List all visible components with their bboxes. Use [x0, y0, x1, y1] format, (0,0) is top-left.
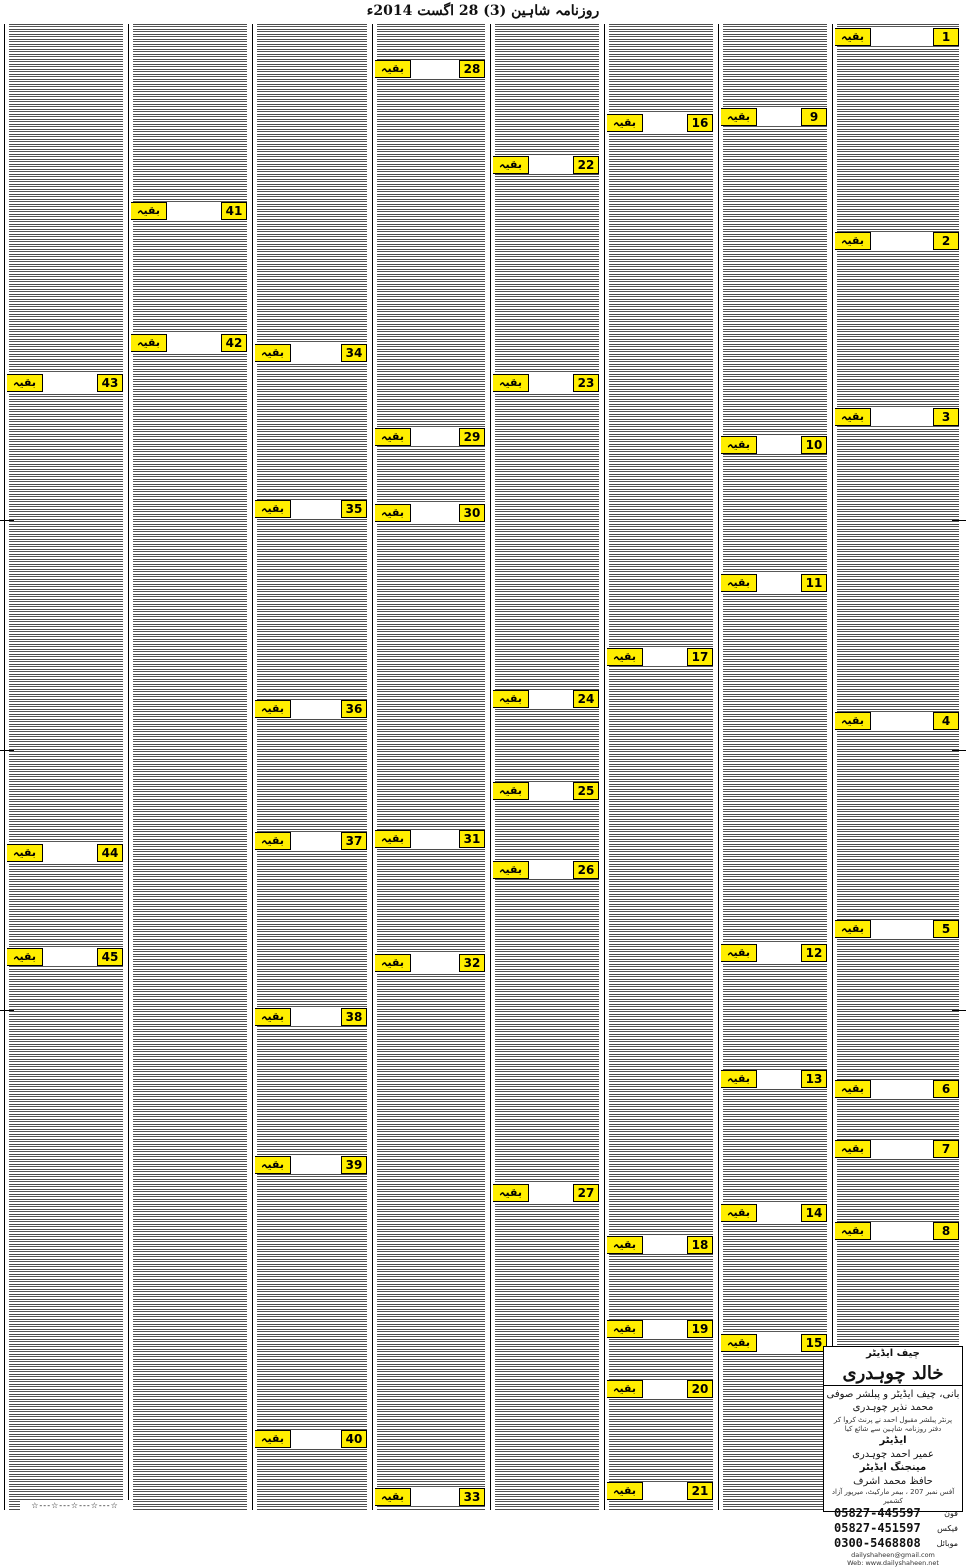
continuation-number: 17 [687, 648, 713, 666]
continuation-number: 16 [687, 114, 713, 132]
continuation-word: بقیہ [375, 954, 411, 972]
marker-gap [757, 1334, 801, 1352]
continuation-number: 43 [97, 374, 123, 392]
continuation-word: بقیہ [493, 690, 529, 708]
continuation-number: 40 [341, 1430, 367, 1448]
continuation-marker-20 [607, 1380, 713, 1398]
continuation-marker-5 [835, 920, 959, 938]
editorial-info-box [823, 1346, 963, 1567]
continuation-number: 4 [933, 712, 959, 730]
marker-gap [167, 334, 221, 352]
page-date-line: روزنامہ شاہین (3) 28 اگست 2014ء [366, 3, 600, 19]
marker-gap [291, 344, 341, 362]
continuation-marker-19 [607, 1320, 713, 1338]
marker-gap [871, 920, 933, 938]
crop-mark [0, 1010, 14, 1011]
continuation-number: 12 [801, 944, 827, 962]
continuation-word: بقیہ [607, 648, 643, 666]
website-link[interactable]: Web: www.dailyshaheen.net [847, 1559, 939, 1567]
continuation-marker-29 [375, 428, 485, 446]
continuation-marker-32 [375, 954, 485, 972]
continuation-number: 20 [687, 1380, 713, 1398]
continuation-word: بقیہ [607, 1236, 643, 1254]
founder-line: بانی، چیف ایڈیٹر و پبلشر صوفی محمد نذیر چوہدری [824, 1385, 962, 1416]
continuation-word: بقیہ [607, 1380, 643, 1398]
marker-gap [411, 830, 459, 848]
phone-number-2: 05827-451597 [834, 1521, 921, 1535]
continuation-marker-26 [493, 861, 599, 879]
continuation-marker-6 [835, 1080, 959, 1098]
office-address: آفس نمبر 207 ، بیمر مارکیٹ، میرپور آزاد کشمیر [831, 1488, 955, 1505]
continuation-number: 28 [459, 60, 485, 78]
continuation-word: بقیہ [721, 1334, 757, 1352]
continuation-marker-43 [7, 374, 123, 392]
marker-gap [291, 1156, 341, 1174]
continuation-marker-34 [255, 344, 367, 362]
continuation-number: 1 [933, 28, 959, 46]
continuation-marker-15 [721, 1334, 827, 1352]
continuation-word: بقیہ [255, 832, 291, 850]
continuation-word: بقیہ [375, 1488, 411, 1506]
marker-gap [43, 844, 97, 862]
continuation-number: 2 [933, 232, 959, 250]
continuation-marker-42 [131, 334, 247, 352]
text-column-2 [718, 24, 831, 1510]
phone-number-3: 0300-5468808 [834, 1536, 921, 1550]
continuation-word: بقیہ [255, 1430, 291, 1448]
continuation-word: بقیہ [835, 1222, 871, 1240]
continuation-number: 5 [933, 920, 959, 938]
continuation-word: بقیہ [131, 202, 167, 220]
marker-gap [291, 500, 341, 518]
continuation-marker-22 [493, 156, 599, 174]
continuation-word: بقیہ [493, 782, 529, 800]
continuation-number: 22 [573, 156, 599, 174]
marker-gap [529, 861, 573, 879]
continuation-number: 31 [459, 830, 485, 848]
continuation-word: بقیہ [721, 1204, 757, 1222]
continuation-marker-27 [493, 1184, 599, 1202]
marker-gap [757, 1070, 801, 1088]
text-column-3 [604, 24, 717, 1510]
text-column-5 [372, 24, 489, 1510]
marker-gap [411, 428, 459, 446]
continuation-number: 3 [933, 408, 959, 426]
continuation-word: بقیہ [835, 408, 871, 426]
continuation-word: بقیہ [375, 504, 411, 522]
continuation-marker-36 [255, 700, 367, 718]
marker-gap [871, 28, 933, 46]
continuation-marker-37 [255, 832, 367, 850]
marker-gap [291, 832, 341, 850]
marker-gap [291, 1430, 341, 1448]
marker-gap [757, 436, 801, 454]
marker-gap [411, 1488, 459, 1506]
marker-gap [643, 114, 687, 132]
continuation-marker-7 [835, 1140, 959, 1158]
continuation-number: 36 [341, 700, 367, 718]
continuation-number: 19 [687, 1320, 713, 1338]
continuation-marker-17 [607, 648, 713, 666]
marker-gap [529, 156, 573, 174]
continuation-word: بقیہ [255, 500, 291, 518]
marker-gap [757, 574, 801, 592]
continuation-marker-14 [721, 1204, 827, 1222]
continuation-word: بقیہ [721, 436, 757, 454]
continuation-number: 34 [341, 344, 367, 362]
marker-gap [529, 1184, 573, 1202]
continuation-word: بقیہ [255, 344, 291, 362]
continuation-marker-31 [375, 830, 485, 848]
continuation-number: 38 [341, 1008, 367, 1026]
phone-label-2: فیکس [937, 1524, 958, 1533]
editor-role: ایڈیٹر [879, 1435, 907, 1446]
continuation-word: بقیہ [493, 1184, 529, 1202]
crop-mark [952, 520, 966, 521]
marker-gap [643, 1320, 687, 1338]
continuation-word: بقیہ [375, 428, 411, 446]
crop-mark [0, 520, 14, 521]
continuation-word: بقیہ [375, 60, 411, 78]
continuation-marker-33 [375, 1488, 485, 1506]
continuation-number: 14 [801, 1204, 827, 1222]
continuation-marker-9 [721, 108, 827, 126]
footer-ornament: ☆---☆---☆---☆---☆ [20, 1500, 130, 1512]
editor-name: عمیر احمد چوہدری [852, 1449, 934, 1460]
continuation-number: 23 [573, 374, 599, 392]
continuation-number: 21 [687, 1482, 713, 1500]
text-column-7 [128, 24, 251, 1510]
continuation-number: 37 [341, 832, 367, 850]
continuation-marker-16 [607, 114, 713, 132]
crop-mark [952, 1010, 966, 1011]
marker-gap [757, 1204, 801, 1222]
continuation-marker-8 [835, 1222, 959, 1240]
continuation-marker-13 [721, 1070, 827, 1088]
phone-row-3 [824, 1536, 962, 1551]
continuation-marker-21 [607, 1482, 713, 1500]
marker-gap [529, 374, 573, 392]
continuation-word: بقیہ [255, 1156, 291, 1174]
marker-gap [411, 504, 459, 522]
continuation-number: 18 [687, 1236, 713, 1254]
marker-gap [291, 1008, 341, 1026]
continuation-number: 33 [459, 1488, 485, 1506]
continuation-word: بقیہ [835, 1140, 871, 1158]
continuation-word: بقیہ [835, 920, 871, 938]
managing-editor-name: حافظ محمد اشرف [853, 1476, 933, 1487]
continuation-marker-24 [493, 690, 599, 708]
phone-number-1: 05827-445597 [834, 1506, 921, 1520]
continuation-marker-2 [835, 232, 959, 250]
continuation-word: بقیہ [7, 374, 43, 392]
marker-gap [871, 408, 933, 426]
marker-gap [643, 1380, 687, 1398]
continuation-number: 7 [933, 1140, 959, 1158]
chief-editor-role: چیف ایڈیٹر [866, 1348, 920, 1359]
continuation-marker-28 [375, 60, 485, 78]
continuation-number: 11 [801, 574, 827, 592]
continuation-marker-30 [375, 504, 485, 522]
crop-mark [0, 750, 14, 751]
continuation-number: 39 [341, 1156, 367, 1174]
continuation-marker-11 [721, 574, 827, 592]
continuation-word: بقیہ [835, 712, 871, 730]
text-column-8 [4, 24, 127, 1510]
marker-gap [757, 944, 801, 962]
continuation-number: 15 [801, 1334, 827, 1352]
continuation-number: 44 [97, 844, 123, 862]
continuation-number: 13 [801, 1070, 827, 1088]
continuation-number: 32 [459, 954, 485, 972]
continuation-word: بقیہ [493, 374, 529, 392]
continuation-word: بقیہ [835, 1080, 871, 1098]
marker-gap [43, 374, 97, 392]
managing-editor-role: مینجنگ ایڈیٹر [859, 1462, 927, 1473]
marker-gap [411, 954, 459, 972]
continuation-word: بقیہ [255, 700, 291, 718]
marker-gap [757, 108, 801, 126]
continuation-marker-38 [255, 1008, 367, 1026]
continuation-number: 24 [573, 690, 599, 708]
continuation-number: 35 [341, 500, 367, 518]
continuation-number: 29 [459, 428, 485, 446]
continuation-number: 42 [221, 334, 247, 352]
marker-gap [871, 1140, 933, 1158]
continuation-word: بقیہ [721, 574, 757, 592]
continuation-word: بقیہ [7, 844, 43, 862]
continuation-marker-39 [255, 1156, 367, 1174]
continuation-number: 9 [801, 108, 827, 126]
continuation-number: 8 [933, 1222, 959, 1240]
continuation-number: 41 [221, 202, 247, 220]
marker-gap [167, 202, 221, 220]
continuation-word: بقیہ [835, 28, 871, 46]
continuation-marker-40 [255, 1430, 367, 1448]
marker-gap [43, 948, 97, 966]
continuation-marker-41 [131, 202, 247, 220]
continuation-word: بقیہ [607, 114, 643, 132]
text-column-4 [490, 24, 603, 1510]
continuation-marker-1 [835, 28, 959, 46]
continuation-number: 6 [933, 1080, 959, 1098]
continuation-marker-18 [607, 1236, 713, 1254]
marker-gap [291, 700, 341, 718]
continuation-marker-12 [721, 944, 827, 962]
continuation-word: بقیہ [255, 1008, 291, 1026]
continuation-marker-45 [7, 948, 123, 966]
continuation-word: بقیہ [607, 1320, 643, 1338]
continuation-marker-44 [7, 844, 123, 862]
continuation-number: 45 [97, 948, 123, 966]
marker-gap [411, 60, 459, 78]
crop-mark [952, 750, 966, 751]
continuation-number: 26 [573, 861, 599, 879]
phone-label-1: فون [944, 1509, 958, 1518]
email-address[interactable]: dailyshaheen@gmail.com [851, 1551, 935, 1559]
continuation-marker-4 [835, 712, 959, 730]
marker-gap [529, 690, 573, 708]
continuation-word: بقیہ [721, 1070, 757, 1088]
continuation-marker-35 [255, 500, 367, 518]
phone-row-2 [824, 1521, 962, 1536]
continuation-word: بقیہ [7, 948, 43, 966]
chief-editor-name: خالد چوہدری [842, 1363, 944, 1384]
continuation-marker-3 [835, 408, 959, 426]
continuation-word: بقیہ [375, 830, 411, 848]
continuation-number: 30 [459, 504, 485, 522]
phone-label-3: موبائل [936, 1539, 958, 1548]
continuation-word: بقیہ [493, 861, 529, 879]
continuation-number: 10 [801, 436, 827, 454]
continuation-word: بقیہ [835, 232, 871, 250]
marker-gap [871, 232, 933, 250]
marker-gap [643, 1236, 687, 1254]
continuation-number: 25 [573, 782, 599, 800]
continuation-word: بقیہ [721, 108, 757, 126]
continuation-word: بقیہ [721, 944, 757, 962]
continuation-word: بقیہ [493, 156, 529, 174]
continuation-number: 27 [573, 1184, 599, 1202]
continuation-marker-10 [721, 436, 827, 454]
continuation-marker-25 [493, 782, 599, 800]
text-column-6 [252, 24, 371, 1510]
continuation-word: بقیہ [607, 1482, 643, 1500]
marker-gap [871, 712, 933, 730]
marker-gap [871, 1080, 933, 1098]
continuation-word: بقیہ [131, 334, 167, 352]
marker-gap [871, 1222, 933, 1240]
printer-note: پرنٹر پبلشر مقبول احمد نے پرنٹ کروا کر دفتر روزنامہ شاہین سے شائع کیا [833, 1416, 953, 1433]
marker-gap [643, 1482, 687, 1500]
marker-gap [529, 782, 573, 800]
marker-gap [643, 648, 687, 666]
continuation-marker-23 [493, 374, 599, 392]
